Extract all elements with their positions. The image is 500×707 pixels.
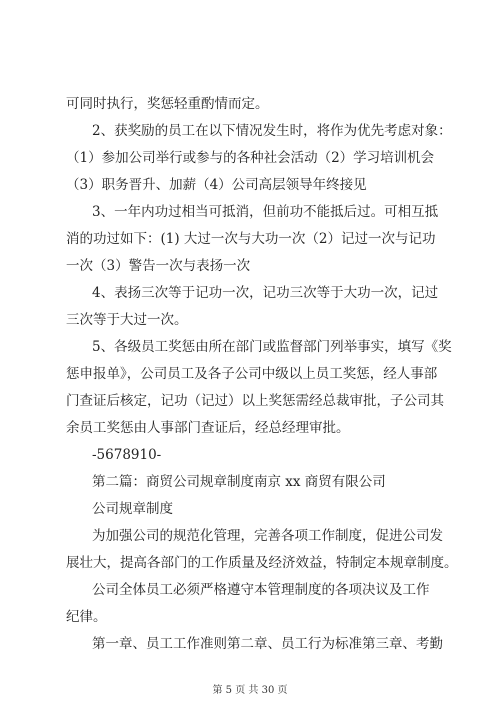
- text-line: 3、一年内功过相当可抵消，但前功不能抵后过。可相互抵: [92, 204, 439, 220]
- text-line: 可同时执行，奖惩轻重酌情而定。: [66, 96, 269, 112]
- text-line: 5、各级员工奖惩由所在部门或监督部门列举事实，填写《奖: [92, 339, 452, 355]
- text-line: （1）参加公司举行或参与的各种社会活动（2）学习培训机会: [66, 150, 435, 166]
- text-line: 公司全体员工必须严格遵守本管理制度的各项决议及工作: [92, 582, 430, 598]
- text-line: 余员工奖惩由人事部门查证后，经总经理审批。: [66, 420, 350, 436]
- text-line: 4、表扬三次等于记功一次，记功三次等于大功一次，记过: [92, 285, 439, 301]
- text-line: 惩申报单》，公司员工及各子公司中级以上员工奖惩，经人事部: [66, 366, 438, 382]
- section-subheading: 公司规章制度: [92, 501, 173, 517]
- text-line: 第一章、员工工作准则第二章、员工行为标准第三章、考勤: [92, 636, 443, 652]
- text-line: 门查证后核定，记功（记过）以上奖惩需经总裁审批，子公司其: [66, 393, 444, 409]
- page-marker: -5678910-: [92, 447, 162, 463]
- text-line: 消的功过如下：(1) 大过一次与大功一次（2）记过一次与记功: [66, 231, 436, 247]
- text-line: 展壮大，提高各部门的工作质量及经济效益，特制定本规章制度。: [66, 555, 458, 571]
- text-line: （3）职务晋升、加薪（4）公司高层领导年终接见: [66, 177, 367, 193]
- text-line: 三次等于大过一次。: [66, 312, 188, 328]
- document-body: [66, 91, 458, 658]
- text-line: 为加强公司的规范化管理，完善各项工作制度，促进公司发: [92, 528, 443, 544]
- text-line: 纪律。: [66, 609, 107, 625]
- text-line: 2、获奖励的员工在以下情况发生时，将作为优先考虑对象：: [92, 123, 452, 139]
- section-heading: 第二篇：商贸公司规章制度南京 xx 商贸有限公司: [92, 474, 386, 490]
- page-number: 第 5 页 共 30 页: [212, 685, 288, 696]
- text-line: 一次（3）警告一次与表扬一次: [66, 258, 251, 274]
